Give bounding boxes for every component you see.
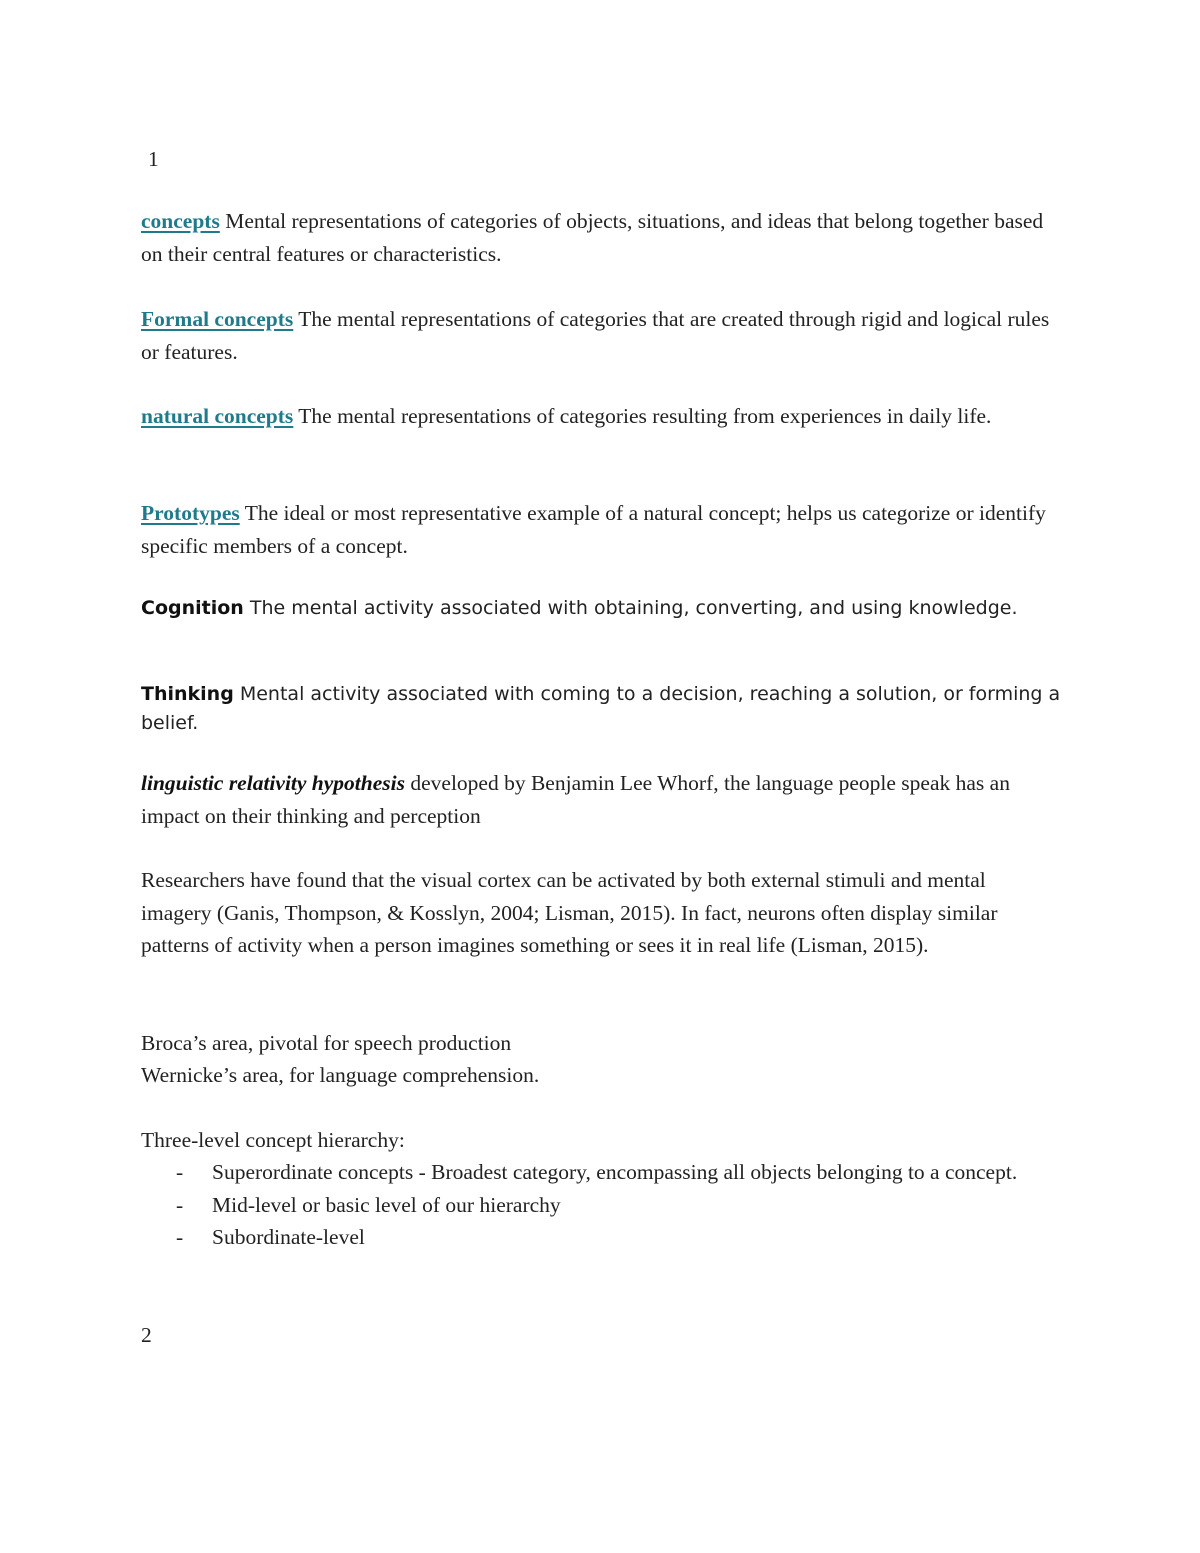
hierarchy-item-mid-level (141, 1189, 1061, 1222)
hierarchy-heading: Three-level concept hierarchy: (141, 1128, 405, 1152)
term-concepts-link[interactable]: concepts (141, 209, 220, 233)
brain-area-wernicke: Wernicke’s area, for language comprehension. (141, 1063, 540, 1087)
definition-linguistic-relativity: developed by Benjamin Lee Whorf, the language people speak has an impact on their thinking and perception (141, 771, 1010, 828)
definition-prototypes: The ideal or most representative example of a natural concept; helps us categorize or identify specific members of a concept. (141, 501, 1046, 558)
page-number-1: 1 (148, 147, 159, 171)
research-paragraph: Researchers have found that the visual cortex can be activated by both external stimuli and mental imagery (Ganis, Thompson, & Kosslyn, 2004; Lisman, 2015). In fact, neurons often display similar patterns of activity when a person imagines something or sees it in real life (Lisman, 2015). (141, 868, 998, 957)
entry-cognition (141, 594, 1061, 623)
entry-concepts (141, 205, 1061, 270)
hierarchy-item-text: Superordinate concepts - Broadest category, encompassing all objects belonging to a concept. (212, 1160, 1018, 1184)
hierarchy-item-text: Mid-level or basic level of our hierarchy (212, 1192, 561, 1217)
term-prototypes-link[interactable]: Prototypes (141, 501, 240, 525)
hierarchy-item-superordinate (141, 1156, 1061, 1189)
hierarchy-item-text: Subordinate-level (212, 1225, 365, 1249)
bullet-dash: - (176, 1225, 184, 1249)
entry-natural-concepts (141, 400, 1061, 433)
term-cognition: Cognition (141, 597, 244, 619)
entry-prototypes (141, 497, 1061, 562)
brain-area-broca: Broca’s area, pivotal for speech production (141, 1031, 512, 1055)
hierarchy-item-subordinate (141, 1221, 1061, 1254)
term-linguistic-relativity: linguistic relativity hypothesis (141, 771, 405, 795)
hierarchy-list (141, 1156, 1061, 1254)
definition-concepts: Mental representations of categories of objects, situations, and ideas that belong together based on their central features or characteristics. (141, 209, 1044, 266)
definition-cognition: The mental activity associated with obtaining, converting, and using knowledge. (243, 597, 1018, 619)
page-number-2: 2 (141, 1323, 152, 1347)
definition-thinking: Mental activity associated with coming to a decision, reaching a solution, or forming a belief. (141, 683, 1061, 734)
bullet-dash: - (176, 1160, 184, 1184)
entry-formal-concepts (141, 303, 1061, 368)
term-natural-concepts-link[interactable]: natural concepts (141, 404, 294, 428)
term-thinking: Thinking (141, 683, 234, 705)
definition-natural-concepts: The mental representations of categories resulting from experiences in daily life. (293, 404, 992, 428)
entry-linguistic-relativity (141, 767, 1061, 832)
definition-formal-concepts: The mental representations of categories that are created through rigid and logical rules or features. (141, 307, 1050, 364)
entry-thinking (141, 680, 1061, 737)
bullet-dash: - (176, 1192, 184, 1217)
term-formal-concepts-link[interactable]: Formal concepts (141, 307, 294, 331)
